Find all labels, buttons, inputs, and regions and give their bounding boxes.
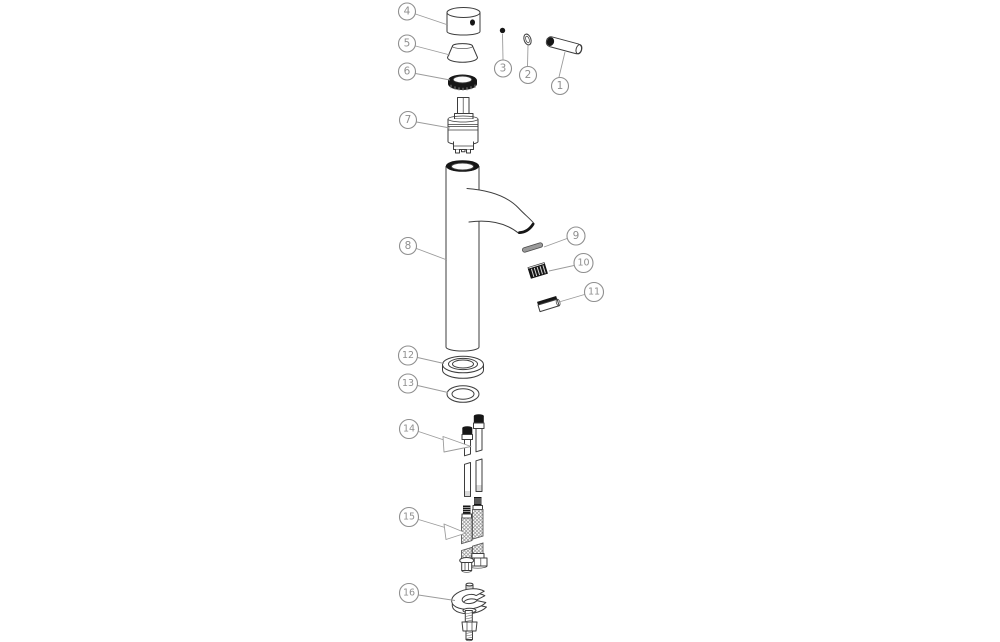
callout-layer (399, 3, 604, 603)
leader-line (503, 34, 504, 60)
part-5-handle-cone (448, 44, 478, 63)
part-10-aerator-insert (528, 263, 548, 279)
leader-line (559, 52, 565, 77)
leader-line (417, 249, 448, 261)
callout-number: 13 (401, 378, 415, 389)
part-14-fixing-studs (462, 414, 484, 496)
part-15-flexible-hoses (460, 497, 487, 572)
callout-8 (400, 238, 448, 261)
leader-line (559, 295, 585, 303)
callout-number: 10 (577, 257, 590, 269)
part-1-lever-handle (545, 36, 583, 55)
part-4-handle-body (447, 8, 480, 36)
part-16-mounting-clamp (450, 583, 487, 641)
callout-number: 3 (499, 62, 507, 75)
callout-9 (544, 227, 585, 247)
callout-number: 4 (403, 5, 411, 18)
leader-line (418, 358, 445, 364)
callout-number: 8 (404, 240, 412, 252)
part-13-base-o-ring (447, 386, 479, 403)
callout-16 (400, 584, 456, 603)
part-2-o-ring (523, 33, 533, 46)
callout-15 (400, 508, 467, 540)
leader-line (544, 239, 567, 248)
part-11-aerator-housing (537, 295, 561, 311)
callout-1 (552, 52, 569, 95)
callout-number: 2 (524, 69, 532, 81)
callout-number: 7 (404, 114, 412, 126)
leader-line (528, 45, 529, 66)
callout-10 (549, 254, 593, 273)
leader-line (416, 46, 451, 55)
leader-line (549, 266, 574, 272)
callout-6 (399, 63, 451, 80)
callout-11 (559, 283, 604, 303)
callout-13 (399, 374, 449, 393)
callout-number: 1 (556, 80, 564, 92)
callout-14 (400, 420, 472, 453)
part-7-cartridge (448, 98, 478, 154)
callout-number: 5 (403, 37, 411, 50)
part-3-grub-screw (500, 28, 505, 33)
part-8-tap-body (446, 160, 534, 351)
callout-5 (399, 35, 451, 55)
leader-line (419, 520, 446, 528)
part-6-retaining-ring (448, 75, 477, 91)
leader-line (417, 122, 451, 128)
callout-7 (400, 112, 451, 129)
callout-3 (495, 34, 512, 77)
callout-4 (399, 3, 449, 25)
callout-number: 14 (402, 423, 416, 435)
callout-number: 12 (401, 350, 415, 361)
callout-12 (399, 346, 445, 365)
callout-2 (520, 45, 537, 84)
leader-line (416, 74, 451, 81)
callout-number: 9 (572, 230, 580, 242)
leader-line (419, 432, 445, 441)
part-9-aerator-gasket (522, 242, 543, 253)
callout-number: 15 (402, 511, 416, 523)
leader-line (419, 595, 456, 601)
callout-number: 16 (402, 587, 416, 599)
set-screw-hole (470, 19, 475, 25)
callout-number: 11 (587, 286, 601, 298)
part-12-base-flange (443, 356, 484, 378)
leader-line (416, 14, 449, 25)
leader-line (418, 386, 449, 393)
callout-number: 6 (403, 65, 411, 78)
